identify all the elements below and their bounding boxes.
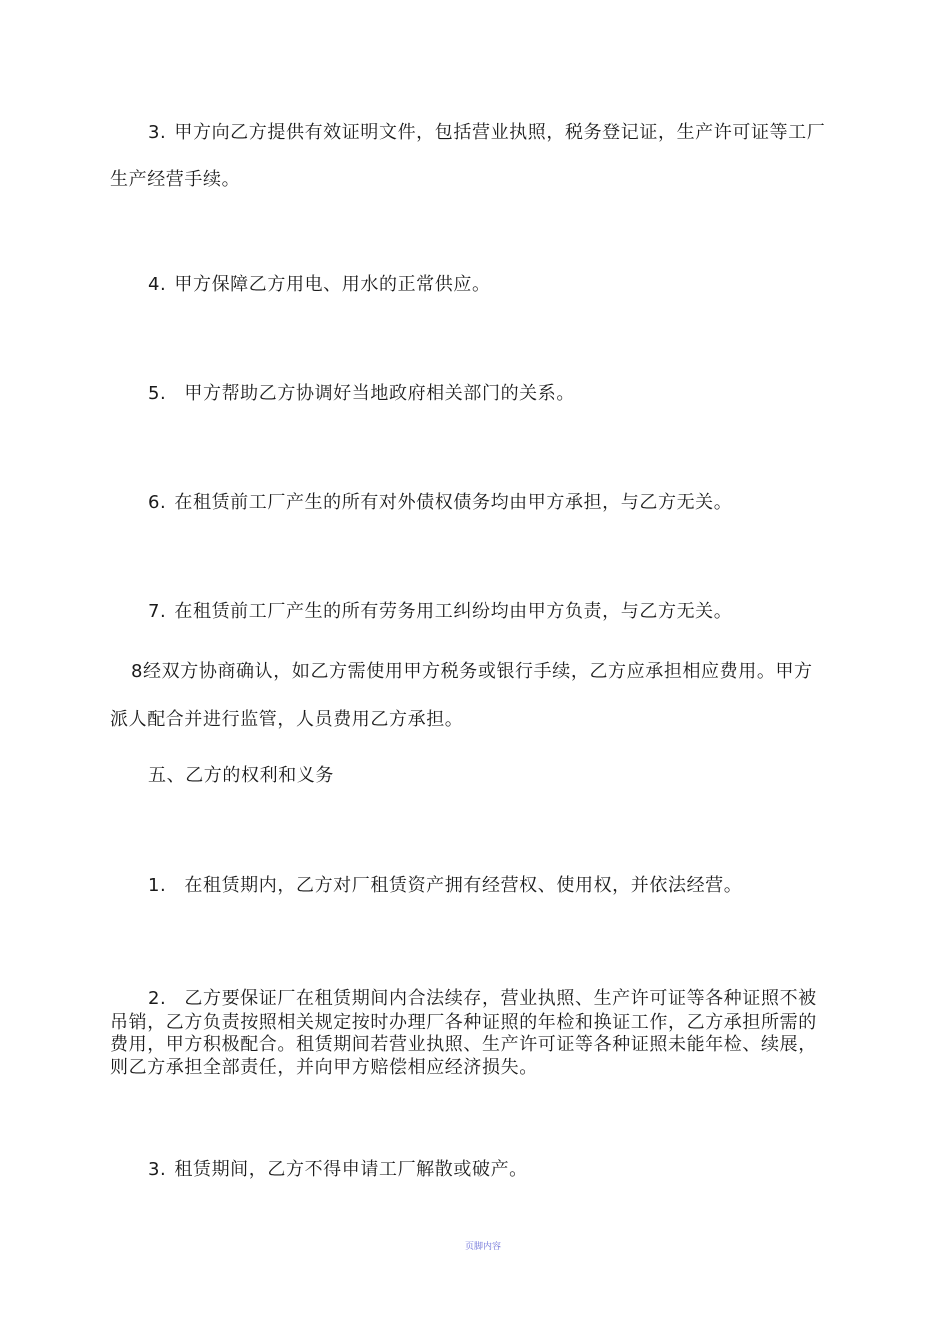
clause-text: 甲方帮助乙方协调好当地政府相关部门的关系。 xyxy=(184,383,575,404)
clause-number: 6. xyxy=(148,492,167,513)
clause-a7 xyxy=(148,600,732,624)
clause-number: 1. xyxy=(148,875,167,896)
clause-text: 甲方向乙方提供有效证明文件，包括营业执照，税务登记证，生产许可证等工厂 xyxy=(174,122,826,143)
clause-b3 xyxy=(148,1158,528,1182)
clause-a3-line1 xyxy=(148,121,825,145)
clause-a4 xyxy=(148,273,491,297)
clause-number: 4. xyxy=(148,274,167,295)
section-heading: 五、乙方的权利和义务 xyxy=(148,765,334,786)
clause-text: 在租赁前工厂产生的所有对外债权债务均由甲方承担，与乙方无关。 xyxy=(174,492,733,513)
clause-number: 3. xyxy=(148,1159,167,1180)
clause-text: 在租赁前工厂产生的所有劳务用工纠纷均由甲方负责，与乙方无关。 xyxy=(174,601,733,622)
clause-text: 在租赁期内，乙方对厂租赁资产拥有经营权、使用权，并依法经营。 xyxy=(184,875,743,896)
clause-number: 7. xyxy=(148,601,167,622)
page-footer: 页脚内容 xyxy=(465,1242,502,1252)
clause-text: 租赁期间，乙方不得申请工厂解散或破产。 xyxy=(174,1159,528,1180)
clause-number: 3. xyxy=(148,122,167,143)
clause-b2-line1 xyxy=(148,987,817,1011)
clause-b2-line4: 则乙方承担全部责任，并向甲方赔偿相应经济损失。 xyxy=(110,1057,538,1078)
clause-a3-line2: 生产经营手续。 xyxy=(110,169,241,190)
clause-a6 xyxy=(148,491,732,515)
clause-number: 2. xyxy=(148,988,167,1009)
clause-a5 xyxy=(148,382,575,406)
clause-b1 xyxy=(148,874,742,898)
clause-a8-line2: 派人配合并进行监管，人员费用乙方承担。 xyxy=(110,709,464,730)
clause-text: 乙方要保证厂在租赁期间内合法续存，营业执照、生产许可证等各种证照不被 xyxy=(184,988,817,1009)
clause-number: 5. xyxy=(148,383,167,404)
clause-text: 甲方保障乙方用电、用水的正常供应。 xyxy=(174,274,491,295)
clause-a8-line1: 8经双方协商确认，如乙方需使用甲方税务或银行手续，乙方应承担相应费用。甲方 xyxy=(131,661,813,682)
clause-b2-line2: 吊销，乙方负责按照相关规定按时办理厂各种证照的年检和换证工作，乙方承担所需的 xyxy=(110,1012,817,1033)
clause-b2-line3: 费用，甲方积极配合。租赁期间若营业执照、生产许可证等各种证照未能年检、续展， xyxy=(110,1034,817,1055)
